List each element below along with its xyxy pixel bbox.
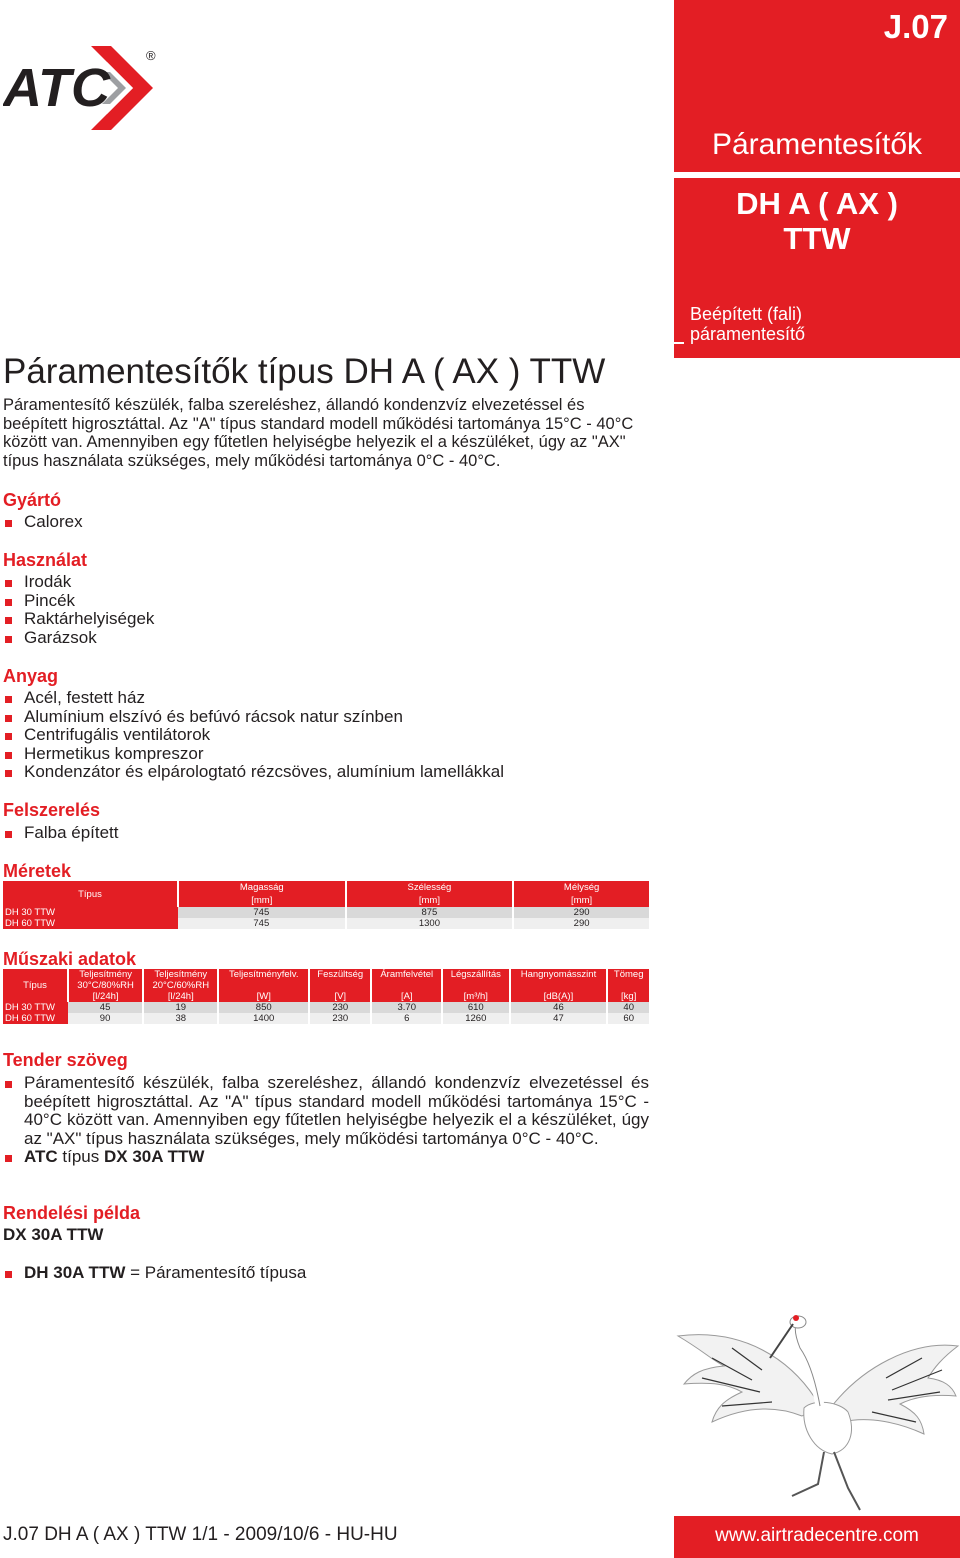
technical-col-header: Feszültség [309, 969, 371, 980]
intro-paragraph: Páramentesítő készülék, falba szereléshez, állandó kondenzvíz elvezetéssel és beépített higrosztáttal. Az "A" típus standard modell működési tartománya 15°C - 40°C között van. Amennyiben egy fűtetlen helyiségbe helyezik el a készüléket, úgy az "AX" típus használata szükséges, mely működési tartománya 0°C - 40°C. [3, 396, 634, 470]
technical-col-header: Teljesítményfelv. [218, 969, 309, 980]
table-cell: 38 [143, 1013, 218, 1024]
table-cell: 290 [513, 907, 649, 918]
list-item: Hermetikus kompreszor [3, 745, 504, 764]
table-cell: 1300 [346, 918, 514, 929]
technical-col-header: Légszállítás [442, 969, 509, 980]
technical-type-header: Típus [3, 969, 68, 1002]
technical-col-header: Teljesítmény [68, 969, 143, 980]
subcategory [690, 304, 930, 344]
technical-col-header: Teljesítmény [143, 969, 218, 980]
dimensions-col-header: Szélesség [346, 881, 514, 894]
technical-col-unit: [l/24h] [68, 991, 143, 1002]
category-title: Páramentesítők [711, 128, 923, 161]
technical-col-condition [371, 980, 442, 991]
list-item: Calorex [3, 513, 83, 532]
table-row [3, 1002, 649, 1013]
list-item: Irodák [3, 573, 154, 592]
technical-table [3, 969, 649, 1024]
list-item: Kondenzátor és elpárologtató rézcsöves, alumínium lamellákkal [3, 763, 504, 782]
dimensions-col-unit: [mm] [178, 894, 346, 907]
table-cell: 3.70 [371, 1002, 442, 1013]
list-item: Centrifugális ventilátorok [3, 726, 504, 745]
technical-col-unit: [W] [218, 991, 309, 1002]
list-item: Garázsok [3, 629, 154, 648]
list-item: Raktárhelyiségek [3, 610, 154, 629]
table-cell: 90 [68, 1013, 143, 1024]
table-cell: 6 [371, 1013, 442, 1024]
tender-spec-brand: ATC [24, 1147, 58, 1167]
table-cell: 60 [607, 1013, 649, 1024]
technical-col-unit: [dB(A)] [510, 991, 608, 1002]
table-cell: 45 [68, 1002, 143, 1013]
table-cell: 46 [510, 1002, 608, 1013]
manufacturer-list [3, 513, 83, 532]
table-cell: 850 [218, 1002, 309, 1013]
crane-illustration [672, 1288, 960, 1513]
technical-col-unit: [l/24h] [143, 991, 218, 1002]
subcategory-line-2: páramentesítő [690, 324, 806, 344]
table-cell: 745 [178, 907, 346, 918]
section-heading-tender: Tender szöveg [3, 1050, 128, 1070]
table-cell: 290 [513, 918, 649, 929]
section-heading-technical: Műszaki adatok [3, 949, 137, 969]
technical-col-condition [442, 980, 509, 991]
page-code: J.07 [883, 8, 948, 45]
dimensions-col-header: Mélység [513, 881, 649, 894]
technical-col-condition: 20°C/60%RH [143, 980, 218, 991]
technical-col-unit: [A] [371, 991, 442, 1002]
technical-col-unit: [V] [309, 991, 371, 1002]
table-cell: 230 [309, 1002, 371, 1013]
subcategory-line-1: Beépített (fali) [690, 304, 803, 324]
tender-spec-mid: típus [57, 1147, 104, 1167]
header-model-box [674, 178, 960, 358]
row-type: DH 60 TTW [3, 918, 178, 929]
order-example-model: DH 30A TTW [24, 1263, 126, 1282]
row-type: DH 30 TTW [3, 907, 178, 918]
technical-col-condition [218, 980, 309, 991]
page-title: Páramentesítők típus DH A ( AX ) TTW [3, 352, 606, 391]
section-heading-dimensions: Méretek [3, 861, 72, 881]
list-item: Acél, festett ház [3, 689, 504, 708]
table-cell: 1260 [442, 1013, 509, 1024]
table-cell: 47 [510, 1013, 608, 1024]
footer-url-box [674, 1516, 960, 1558]
dimensions-col-unit: [mm] [346, 894, 514, 907]
order-example-rest: = Páramentesítő típusa [125, 1263, 307, 1282]
dimensions-col-header: Magasság [178, 881, 346, 894]
table-cell: 230 [309, 1013, 371, 1024]
list-item: Pincék [3, 592, 154, 611]
tender-spec [3, 1148, 649, 1167]
order-code: DX 30A TTW [3, 1225, 104, 1244]
list-item: Falba épített [3, 824, 119, 843]
row-type: DH 30 TTW [3, 1002, 68, 1013]
section-heading-installation: Felszerelés [3, 800, 101, 820]
tender-spec-model: DX 30A TTW [104, 1147, 205, 1167]
table-cell: 19 [143, 1002, 218, 1013]
technical-col-unit: [m³/h] [442, 991, 509, 1002]
model-line-1: DH A ( AX ) [736, 186, 898, 221]
document-reference: J.07 DH A ( AX ) TTW 1/1 - 2009/10/6 - HU-HU [3, 1524, 398, 1545]
table-row [3, 918, 649, 929]
header-code-box [674, 0, 960, 172]
technical-col-header: Áramfelvétel [371, 969, 442, 980]
technical-col-condition [607, 980, 649, 991]
model-title [674, 186, 960, 256]
table-cell: 875 [346, 907, 514, 918]
order-list [3, 1264, 306, 1283]
technical-col-condition: 30°C/80%RH [68, 980, 143, 991]
registered-mark: ® [146, 48, 156, 63]
table-row [3, 907, 649, 918]
model-line-2: TTW [783, 221, 851, 256]
installation-list [3, 824, 119, 843]
order-example [3, 1264, 306, 1283]
dimensions-table [3, 881, 649, 929]
table-cell: 610 [442, 1002, 509, 1013]
logo-wordmark: ATC [3, 58, 110, 118]
section-heading-material: Anyag [3, 666, 59, 686]
technical-col-header: Tömeg [607, 969, 649, 980]
usage-list [3, 573, 154, 647]
table-cell: 1400 [218, 1013, 309, 1024]
section-heading-order: Rendelési példa [3, 1203, 141, 1223]
technical-col-condition [309, 980, 371, 991]
row-type: DH 60 TTW [3, 1013, 68, 1024]
technical-col-condition [510, 980, 608, 991]
website-link[interactable]: www.airtradecentre.com [715, 1525, 919, 1546]
section-heading-usage: Használat [3, 550, 88, 570]
subcategory-dash [674, 342, 684, 344]
technical-col-header: Hangnyomásszint [510, 969, 608, 980]
list-item: Alumínium elszívó és befúvó rácsok natur színben [3, 708, 504, 727]
table-cell: 40 [607, 1002, 649, 1013]
section-heading-manufacturer: Gyártó [3, 490, 62, 510]
material-list [3, 689, 504, 782]
table-row [3, 1013, 649, 1024]
technical-col-unit: [kg] [607, 991, 649, 1002]
tender-text [3, 1074, 649, 1167]
dimensions-type-header: Típus [3, 881, 178, 907]
tender-paragraph: Páramentesítő készülék, falba szereléshez, állandó kondenzvíz elvezetéssel és beépített higrosztáttal. Az "A" típus standard modell működési tartománya 15°C - 40°C között van. Amennyiben egy fűtetlen helyiségbe helyezik el a készüléket, úgy az "AX" típus használata szükséges, mely működési tartománya 0°C - 40°C. [3, 1074, 649, 1148]
atc-logo [3, 40, 163, 135]
table-cell: 745 [178, 918, 346, 929]
dimensions-col-unit: [mm] [513, 894, 649, 907]
